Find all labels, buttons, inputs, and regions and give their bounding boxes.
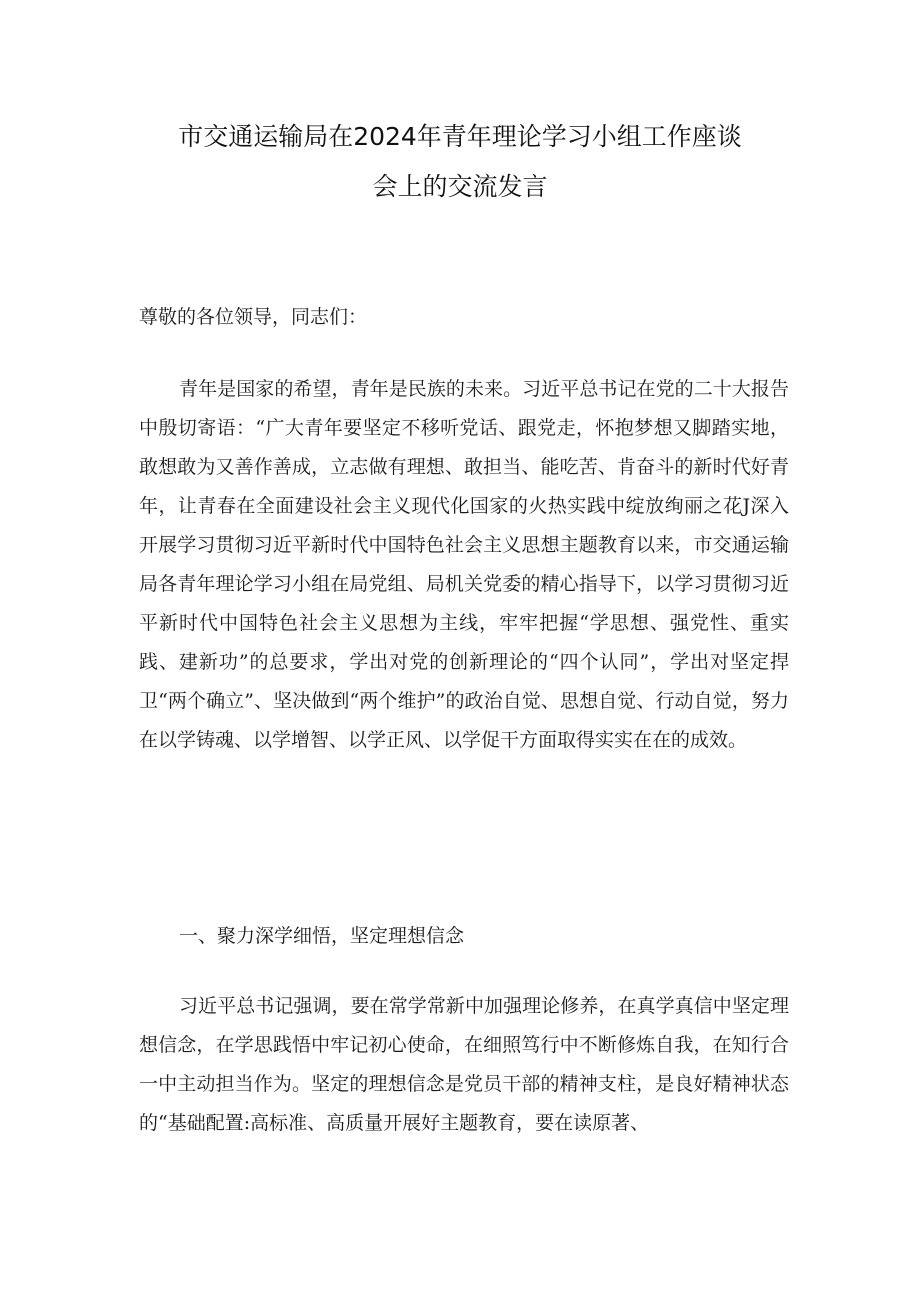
salutation: 尊敬的各位领导，同志们：: [139, 306, 368, 328]
title-line-2: 会上的交流发言: [372, 172, 548, 201]
document-title: [100, 112, 820, 212]
paragraph-intro: 青年是国家的希望，青年是民族的未来。习近平总书记在党的二十大报告中殷切寄语：“广大青年要坚定不移听党话、跟党走，怀抱梦想又脚踏实地，敢想敢为又善作善成，立志做有理想、敢担当、能吃苦、肯奋斗的新时代好青年，让青春在全面建设社会主义现代化国家的火热实践中绽放绚丽之花J深入开展学习贯彻习近平新时代中国特色社会主义思想主题教育以来，市交通运输局各青年理论学习小组在局党组、局机关党委的精心指导下，以学习贯彻习近平新时代中国特色社会主义思想为主线，牢牢把握“学思想、强党性、重实践、建新功”的总要求，学出对党的创新理论的“四个认同”，学出对坚定捍卫“两个确立”、坚决做到“两个维护”的政治自觉、思想自觉、行动自觉，努力在以学铸魂、以学增智、以学正风、以学促干方面取得实实在在的成效。: [139, 378, 789, 751]
paragraph-section-1: 习近平总书记强调，要在常学常新中加强理论修养，在真学真信中坚定理想信念，在学思践悟中牢记初心使命，在细照笃行中不断修炼自我，在知行合一中主动担当作为。坚定的理想信念是党员干部的精神支柱，是良好精神状态的“基础配置:高标准、高质量开展好主题教育，要在读原著、: [139, 995, 789, 1134]
title-line-1: 市交通运输局在2024年青年理论学习小组工作座谈: [178, 122, 742, 151]
section-heading-1: 一、聚力深学细悟，坚定理想信念: [179, 925, 465, 947]
